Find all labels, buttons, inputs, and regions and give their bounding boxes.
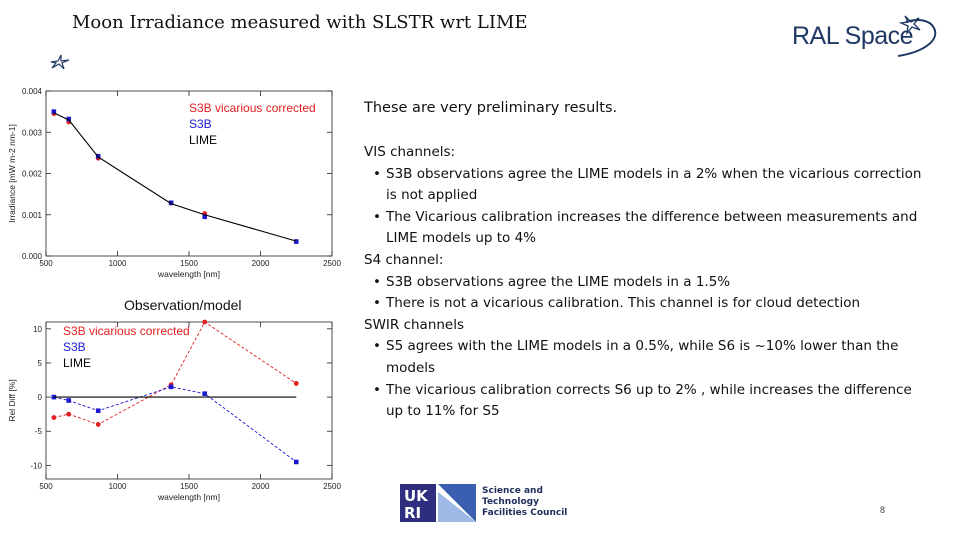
bullet-item (364, 207, 924, 250)
bullet-dot: • (373, 381, 381, 398)
data-point (294, 239, 299, 244)
y-tick-label: -5 (34, 427, 42, 437)
bullet-item (364, 336, 924, 379)
rel-diff-chart-title: Observation/model (124, 297, 242, 313)
findings-text (364, 100, 924, 423)
section-heading (364, 315, 924, 337)
line-text: VIS channels: (364, 144, 456, 160)
data-point (96, 408, 101, 413)
series-line (54, 387, 296, 462)
stfc-line: Facilities Council (482, 508, 568, 518)
legend-lime: LIME (63, 356, 92, 370)
star-icon (50, 54, 70, 70)
x-tick-label: 2500 (323, 482, 341, 491)
data-point (202, 391, 207, 396)
ukri-text-bottom: RI (404, 504, 422, 522)
x-tick-label: 2000 (251, 482, 270, 491)
y-tick-label: 0.004 (21, 87, 42, 96)
data-point (202, 320, 207, 325)
line-text: S5 agrees with the LIME models in a 0.5%, while S6 is ~10% lower than the models (386, 338, 899, 376)
data-point (51, 415, 56, 420)
x-tick-label: 1500 (180, 482, 198, 491)
bullet-item (364, 164, 924, 207)
y-tick-label: -10 (30, 461, 42, 471)
legend-s3b-vicarious: S3B vicarious corrected (63, 324, 190, 338)
data-point (66, 412, 71, 417)
line-text: S3B observations agree the LIME models in a 2% when the vicarious correction is not applied (386, 165, 922, 204)
findings-list (364, 142, 924, 423)
legend-s3b: S3B (189, 117, 212, 131)
line-text: The vicarious calibration corrects S6 up to 2% , while increases the difference up to 11% for S5 (386, 381, 912, 420)
legend-s3b: S3B (63, 340, 86, 354)
y-axis-label: Rel Diff [%] (7, 379, 17, 422)
series-line (54, 113, 296, 241)
y-axis-label: Irradiance [mW m-2 nm-1] (7, 124, 17, 223)
y-tick-label: 0.000 (21, 252, 42, 261)
stfc-line: Technology (482, 497, 539, 507)
x-axis-label: wavelength [nm] (158, 492, 220, 502)
x-axis-label: wavelength [nm] (158, 269, 220, 279)
y-tick-label: 10 (33, 324, 42, 334)
bullet-item (364, 380, 924, 423)
x-tick-label: 1500 (180, 259, 198, 268)
y-tick-label: 0.003 (21, 128, 42, 138)
line-text: The Vicarious calibration increases the difference between measurements and LIME models up to 4% (386, 208, 918, 247)
data-point (169, 385, 174, 390)
ukri-logo (400, 484, 480, 524)
legend-s3b-vicarious: S3B vicarious corrected (189, 101, 316, 115)
line-text: S3B observations agree the LIME models in a 1.5% (386, 273, 731, 290)
bullet-dot: • (373, 273, 381, 290)
y-tick-label: 5 (37, 358, 42, 368)
ukri-text-top: UK (404, 487, 428, 505)
x-tick-label: 1000 (108, 482, 127, 491)
x-tick-label: 1000 (108, 259, 127, 268)
bullet-item (364, 272, 924, 294)
legend-lime: LIME (189, 133, 218, 147)
bullet-item (364, 293, 924, 315)
y-tick-label: 0.001 (21, 210, 42, 220)
x-tick-label: 500 (39, 482, 53, 491)
preliminary-note: These are very preliminary results. (364, 100, 618, 116)
data-point (294, 460, 299, 465)
section-heading (364, 250, 924, 272)
x-tick-label: 2500 (323, 259, 341, 268)
x-tick-label: 500 (39, 259, 53, 268)
plot-frame (46, 322, 332, 479)
bullet-dot: • (373, 165, 381, 182)
data-point (294, 381, 299, 386)
data-point (66, 398, 71, 403)
stfc-line: Science and (482, 486, 543, 496)
line-text: SWIR channels (364, 316, 465, 333)
logo-text: RAL Space (792, 22, 914, 50)
bullet-dot: • (373, 338, 381, 355)
line-text: There is not a vicarious calibration. This channel is for cloud detection (386, 295, 861, 312)
rel-diff-chart (4, 318, 344, 503)
bullet-dot: • (373, 208, 381, 225)
stfc-logo-text (482, 486, 567, 519)
data-point (96, 422, 101, 427)
page-number: 8 (880, 505, 886, 515)
line-text: S4 channel: (364, 251, 444, 268)
bullet-dot: • (373, 295, 381, 312)
section-heading (364, 142, 924, 164)
ral-space-logo (786, 12, 946, 60)
y-tick-label: 0.002 (21, 169, 42, 179)
orbit-icon (786, 12, 946, 60)
x-tick-label: 2000 (251, 259, 270, 268)
y-tick-label: 0 (37, 393, 42, 403)
slide-title: Moon Irradiance measured with SLSTR wrt LIME (72, 12, 528, 33)
